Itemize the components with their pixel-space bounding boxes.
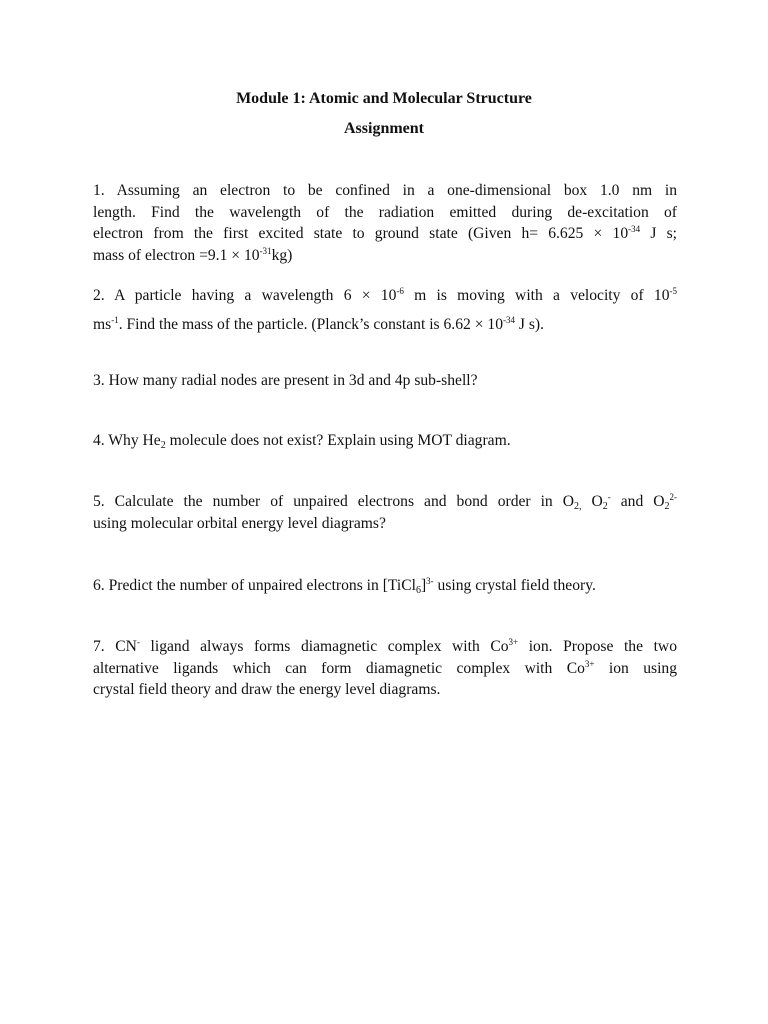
question-7-line-3: crystal field theory and draw the energy level diagrams. xyxy=(93,681,441,698)
question-1-line-1: 1. Assuming an electron to be confined in a one-dimensional box 1.0 nm in xyxy=(93,182,677,199)
question-3 xyxy=(93,370,677,392)
question-7-line-1: 7. CN- ligand always forms diamagnetic complex with $Co^{3+}$ ion. Propose the two xyxy=(93,637,677,655)
question-5 xyxy=(93,491,677,534)
question-6-line-1: 6. Predict the number of unpaired electrons in [TiCl$_6$]$^{3-}$ using crystal field theory. xyxy=(93,576,596,596)
question-3-line-1: 3. How many radial nodes are present in 3d and 4p sub-shell? xyxy=(93,372,478,389)
assignment-title: Assignment xyxy=(343,120,424,137)
question-4 xyxy=(93,430,677,452)
question-7-line-2: alternative ligands which can form diamagnetic complex with $Co^{3+}$ ion using xyxy=(93,658,677,677)
question-1-line-4: mass of electron $=9.1 \times 10^{-31}kg$) xyxy=(93,245,293,264)
question-1-line-3: electron from the first excited state to ground state (Given $h= 6.625 \times 10^{-34}$ J s; xyxy=(93,224,677,242)
module-title: Module 1: Atomic and Molecular Structure xyxy=(236,90,532,107)
question-5-line-2: using molecular orbital energy level diagrams? xyxy=(93,514,386,532)
question-6 xyxy=(93,575,677,597)
question-1-line-2: length. Find the wavelength of the radiation emitted during de-excitation of xyxy=(93,203,677,221)
question-4-line-1: 4. Why $He_2$ molecule does not exist? Explain using MOT diagram. xyxy=(93,432,511,451)
question-2 xyxy=(93,281,677,339)
question-7 xyxy=(93,636,677,701)
question-5-line-1: 5. Calculate the number of unpaired electrons and bond order in $O_{2,}$ $O_2^-$ and $O_2^{2-}$ xyxy=(93,492,678,512)
question-1 xyxy=(93,180,677,266)
question-2-line-2: $ms^{-1}$. Find the mass of the particle. (Planck’s constant is $6.62 \times 10^{-34}$ J s). xyxy=(93,315,545,333)
question-2-line-1: 2. A particle having a wavelength $6 \times 10^{-6}$ m is moving with a velocity of $10^{-5}$ xyxy=(93,286,677,304)
